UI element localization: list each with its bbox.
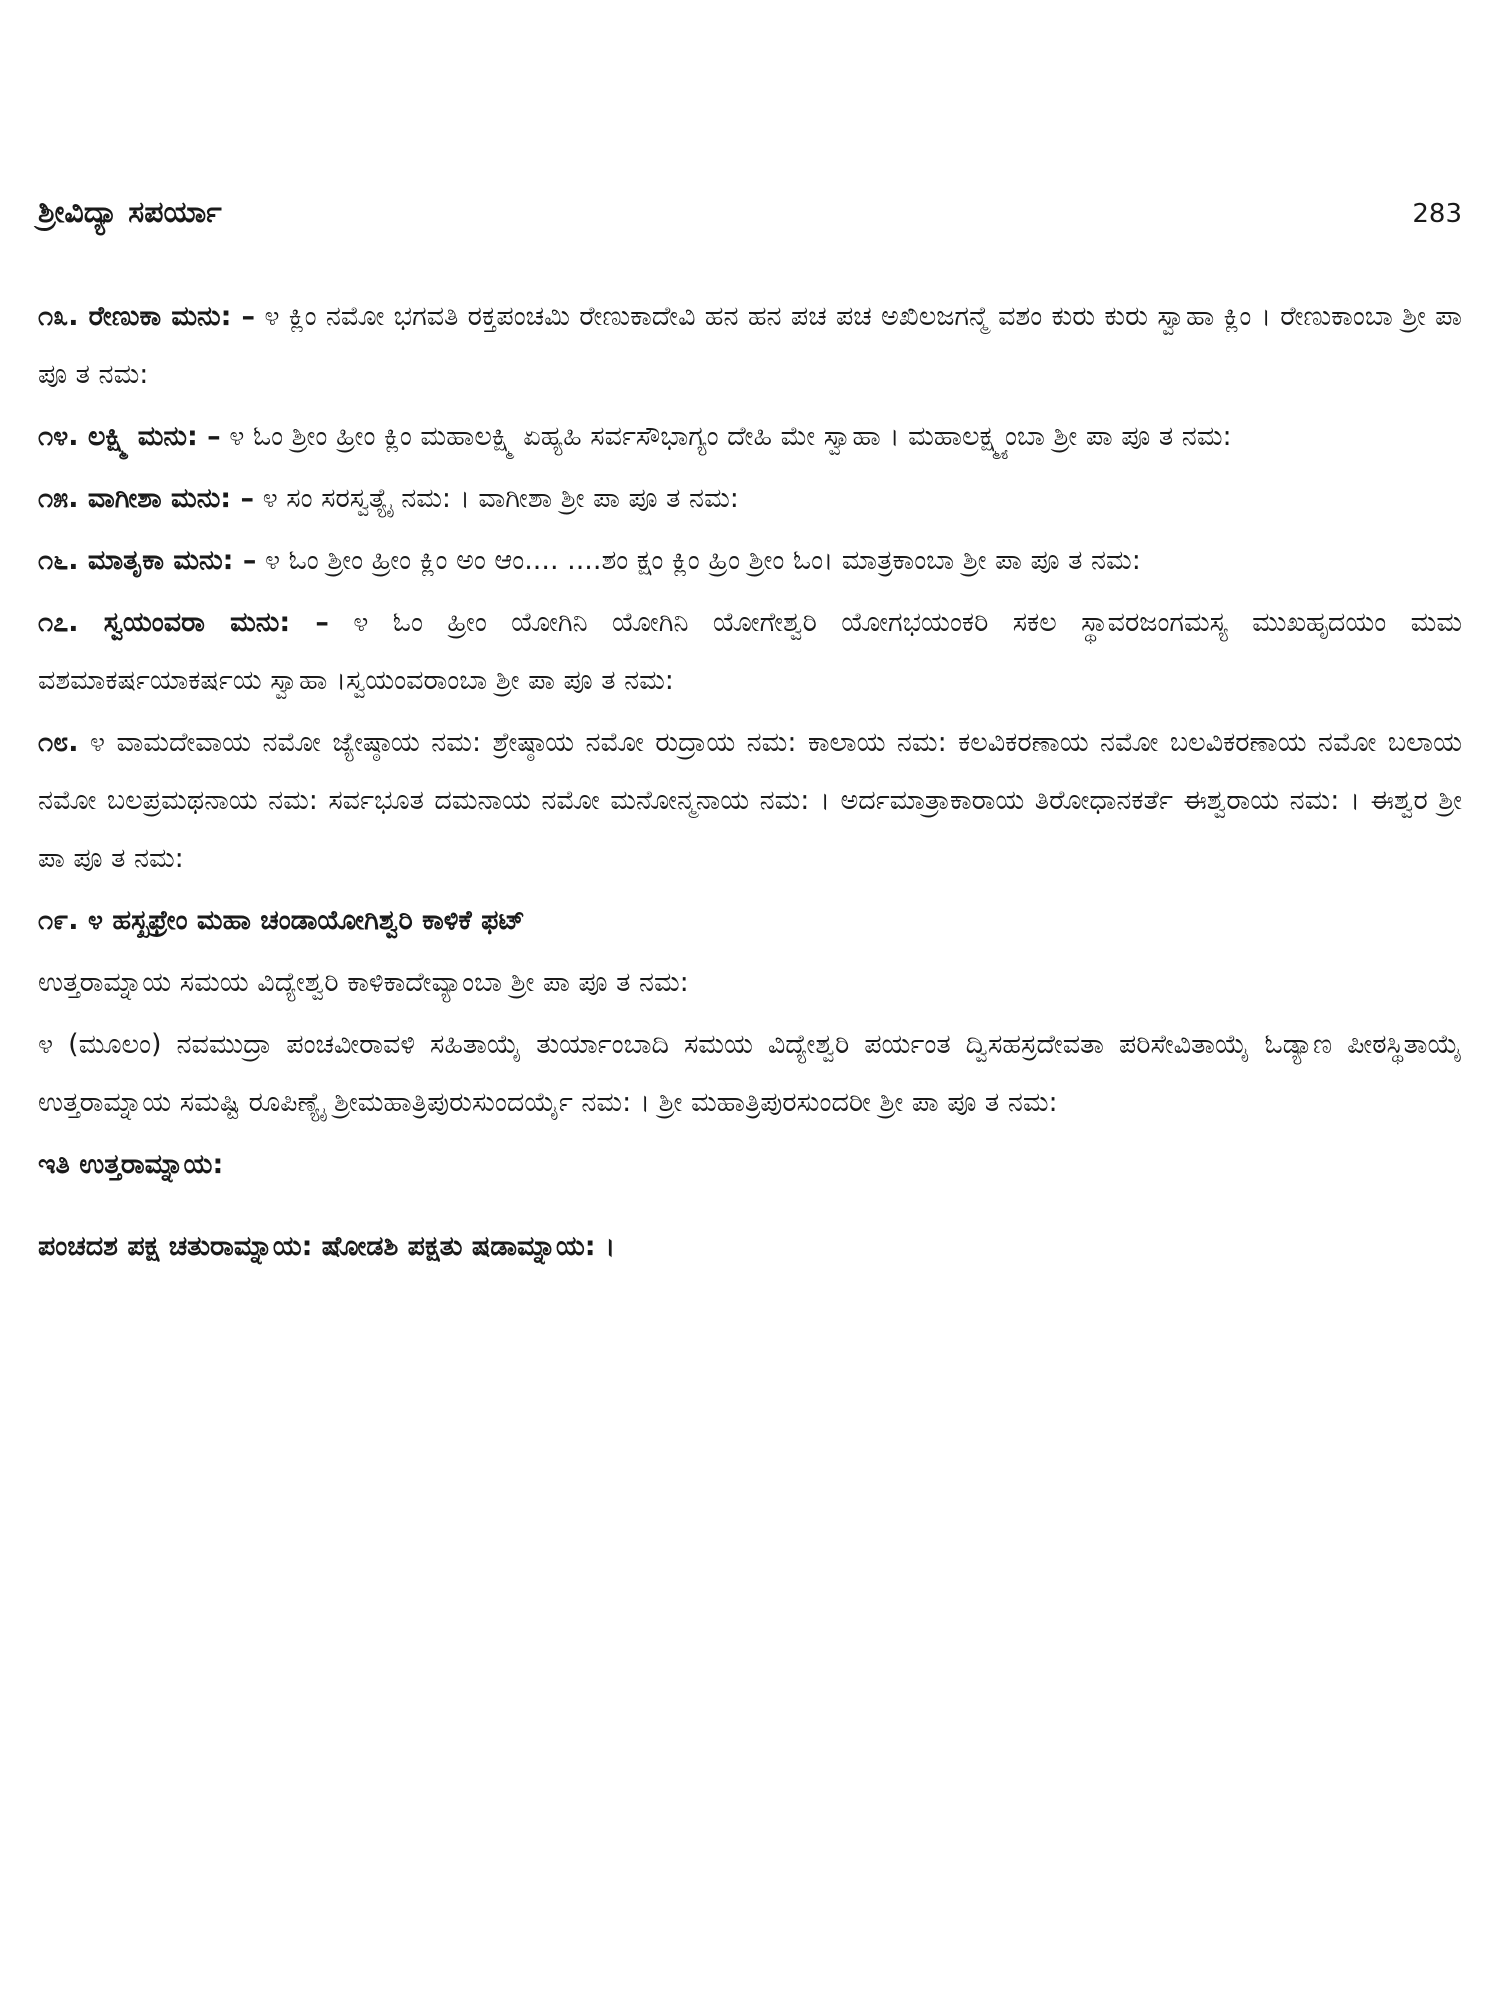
paragraph-text: ೪ ಕ್ಲಿಂ ನಮೋ ಭಗವತಿ ರಕ್ತಪಂಚಮಿ ರೇಣುಕಾದೇವಿ ಹನ ಹನ ಪಚ ಪಚ ಅಖಿಲಜಗನ್ಮೆ ವಶಂ ಕುರು ಕುರು ಸ್ವಾಹಾ ಕ್ಲಿಂ । ರೇಣುಕಾಂಬಾ ಶ್ರೀ ಪಾ ಪೂ ತ ನಮ: (38, 301, 1462, 390)
paragraph-15 (38, 470, 1462, 528)
paragraph-label: ೧೪. ಲಕ್ಷ್ಮಿ ಮನು: – (38, 421, 221, 452)
paragraph-text: ೪ ಸಂ ಸರಸ್ವತ್ಯೈ ನಮ: । ವಾಗೀಶಾ ಶ್ರೀ ಪಾ ಪೂ ತ ನಮ: (254, 483, 739, 514)
paragraph-16 (38, 532, 1462, 590)
paragraph-label: ೧೫. ವಾಗೀಶಾ ಮನು: – (38, 483, 255, 514)
paragraph-18 (38, 714, 1462, 888)
body-text (38, 288, 1462, 1280)
closing-line: ಪಂಚದಶ ಪಕ್ಷ ಚತುರಾಮ್ನಾಯ: ಷೋಡಶಿ ಪಕ್ಷತು ಷಡಾಮ್ನಾಯ: । (38, 1231, 616, 1262)
uttara-line: ಉತ್ತರಾಮ್ನಾಯ ಸಮಯ ವಿದ್ಯೇಶ್ವರಿ ಕಾಳಿಕಾದೇವ್ಯಾಂಬಾ ಶ್ರೀ ಪಾ ಪೂ ತ ನಮ: (38, 967, 689, 998)
paragraph-text: ೪ ಓಂ ಶ್ರೀಂ ಹ್ರೀಂ ಕ್ಲಿಂ ಮಹಾಲಕ್ಷ್ಮಿ ಏಹ್ಯಹಿ ಸರ್ವಸೌಭಾಗ್ಯಂ ದೇಹಿ ಮೇ ಸ್ವಾಹಾ । ಮಹಾಲಕ್ಷ್ಮ್ಯಂಬಾ ಶ್ರೀ ಪಾ ಪೂ ತ ನಮ: (220, 421, 1232, 452)
iti-uttaramnaya: ಇತಿ ಉತ್ತರಾಮ್ನಾಯ: (38, 1149, 224, 1180)
paragraph-14 (38, 408, 1462, 466)
page-number: 283 (1412, 199, 1462, 229)
page-header (38, 195, 1462, 230)
paragraph-17 (38, 594, 1462, 710)
paragraph-label: ೧೬. ಮಾತೃಕಾ ಮನು: – (38, 545, 257, 576)
paragraph-13 (38, 288, 1462, 404)
paragraph-label: ೧೩. ರೇಣುಕಾ ಮನು: – (38, 301, 256, 332)
paragraph-label: ೧೭. ಸ್ವಯಂವರಾ ಮನು: – (38, 607, 329, 638)
paragraph-text: ೪ ಓಂ ಹ್ರೀಂ ಯೋಗಿನಿ ಯೋಗಿನಿ ಯೋಗೇಶ್ವರಿ ಯೋಗಭಯಂಕರಿ ಸಕಲ ಸ್ಥಾವರಜಂಗಮಸ್ಯ ಮುಖಹೃದಯಂ ಮಮ ವಶಮಾಕರ್ಷಯಾಕರ್ಷಯ ಸ್ವಾಹಾ ।ಸ್ವಯಂವರಾಂಬಾ ಶ್ರೀ ಪಾ ಪೂ ತ ನಮ: (38, 607, 1462, 696)
paragraph-label: ೧೮. (38, 727, 79, 758)
paragraph-text: ೪ ಓಂ ಶ್ರೀಂ ಹ್ರೀಂ ಕ್ಲಿಂ ಅಂ ಆಂ.... ....ಶಂ ಕ್ಷಂ ಕ್ಲಿಂ ಹ್ರಿಂ ಶ್ರೀಂ ಓಂ। ಮಾತ್ರಕಾಂಬಾ ಶ್ರೀ ಪಾ ಪೂ ತ ನಮ: (256, 545, 1141, 576)
running-title: ಶ್ರೀವಿದ್ಯಾ ಸಪರ್ಯಾ (38, 195, 222, 230)
moolam-paragraph: ೪ (ಮೂಲಂ) ನವಮುದ್ರಾ ಪಂಚವೀರಾವಳಿ ಸಹಿತಾಯೈ ತುರ್ಯಾಂಬಾದಿ ಸಮಯ ವಿದ್ಯೇಶ್ವರಿ ಪರ್ಯಂತ ದ್ವಿಸಹಸ್ರದೇವತಾ ಪರಿಸೇವಿತಾಯೈ ಓಡ್ಯಾಣ ಪೀಠಸ್ಥಿತಾಯೈ ಉತ್ತರಾಮ್ನಾಯ ಸಮಷ್ಟಿ ರೂಪಿಣ್ಯೈ ಶ್ರೀಮಹಾತ್ರಿಪುರುಸುಂದರ್ಯೈ ನಮ: । ಶ್ರೀ ಮಹಾತ್ರಿಪುರಸುಂದರೀ ಶ್ರೀ ಪಾ ಪೂ ತ ನಮ: (38, 1029, 1462, 1118)
paragraph-text: ೪ ವಾಮದೇವಾಯ ನಮೋ ಜ್ಯೇಷ್ಠಾಯ ನಮ: ಶ್ರೇಷ್ಠಾಯ ನಮೋ ರುದ್ರಾಯ ನಮ: ಕಾಲಾಯ ನಮ: ಕಲವಿಕರಣಾಯ ನಮೋ ಬಲವಿಕರಣಾಯ ನಮೋ ಬಲಾಯ ನಮೋ ಬಲಪ್ರಮಥನಾಯ ನಮ: ಸರ್ವಭೂತ ದಮನಾಯ ನಮೋ ಮನೋನ್ಮನಾಯ ನಮ: । ಅರ್ದಮಾತ್ರಾಕಾರಾಯ ತಿರೋಧಾನಕರ್ತೆ ಈಶ್ವರಾಯ ನಮ: । ಈಶ್ವರ ಶ್ರೀ ಪಾ ಪೂ ತ ನಮ: (38, 727, 1462, 874)
mantra-heading-19: ೧೯. ೪ ಹಸ್ಖಫ್ರೇಂ ಮಹಾ ಚಂಡಾಯೋಗಿಶ್ವರಿ ಕಾಳಿಕೆ ಫಟ್ (38, 905, 525, 936)
